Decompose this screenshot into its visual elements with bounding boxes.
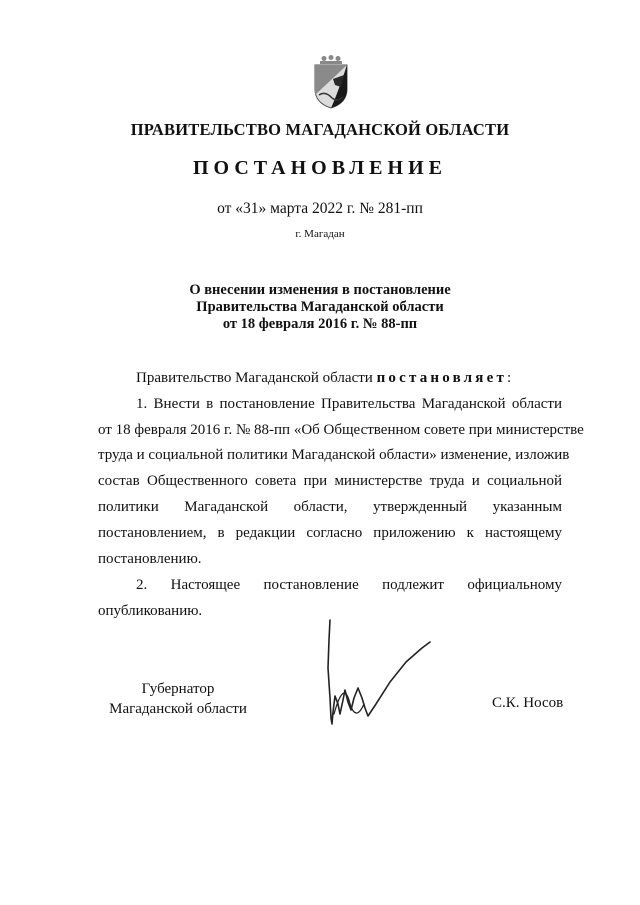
p1-line-7: постановлению. bbox=[98, 551, 202, 567]
coat-of-arms-icon bbox=[311, 55, 351, 109]
signatory-position-line-2: Магаданской области bbox=[109, 701, 247, 717]
p1-line-6: постановлением, в редакции согласно приложению к настоящему bbox=[98, 525, 562, 541]
p1-line-5: политики Магаданской области, утвержденный указанным bbox=[98, 499, 562, 515]
document-city: г. Магадан bbox=[295, 228, 345, 240]
signatory-position bbox=[103, 679, 253, 719]
p1-line-2: от 18 февраля 2016 г. № 88-пп «Об Общественном совете при министерстве bbox=[98, 422, 584, 438]
intro-verb: постановляет bbox=[376, 370, 508, 386]
p1-line-1: 1. Внести в постановление Правительства Магаданской области bbox=[136, 396, 562, 412]
title-line-2: Правительства Магаданской области bbox=[196, 299, 444, 315]
intro-line bbox=[136, 370, 562, 388]
signatory-position-line-1: Губернатор bbox=[141, 681, 215, 697]
document-date-number: от «31» марта 2022 г. № 281-пп bbox=[217, 200, 423, 217]
title-line-1: О внесении изменения в постановление bbox=[189, 282, 451, 298]
p1-line-3: труда и социальной политики Магаданской области» изменение, изложив bbox=[98, 447, 570, 463]
intro-end: : bbox=[507, 370, 512, 386]
intro-text: Правительство Магаданской области bbox=[136, 370, 373, 386]
document-title bbox=[0, 282, 640, 333]
p2-line-2: опубликованию. bbox=[98, 603, 203, 619]
organization-name: ПРАВИТЕЛЬСТВО МАГАДАНСКОЙ ОБЛАСТИ bbox=[130, 120, 510, 139]
p1-line-4: состав Общественного совета при министерстве труда и социальной bbox=[98, 473, 562, 489]
handwritten-signature bbox=[318, 618, 438, 738]
signatory-name: С.К. Носов bbox=[492, 695, 564, 711]
document-type: ПОСТАНОВЛЕНИЕ bbox=[193, 157, 447, 179]
title-line-3: от 18 февраля 2016 г. № 88-пп bbox=[222, 316, 418, 332]
p2-line-1: 2. Настоящее постановление подлежит официальному bbox=[136, 577, 562, 593]
